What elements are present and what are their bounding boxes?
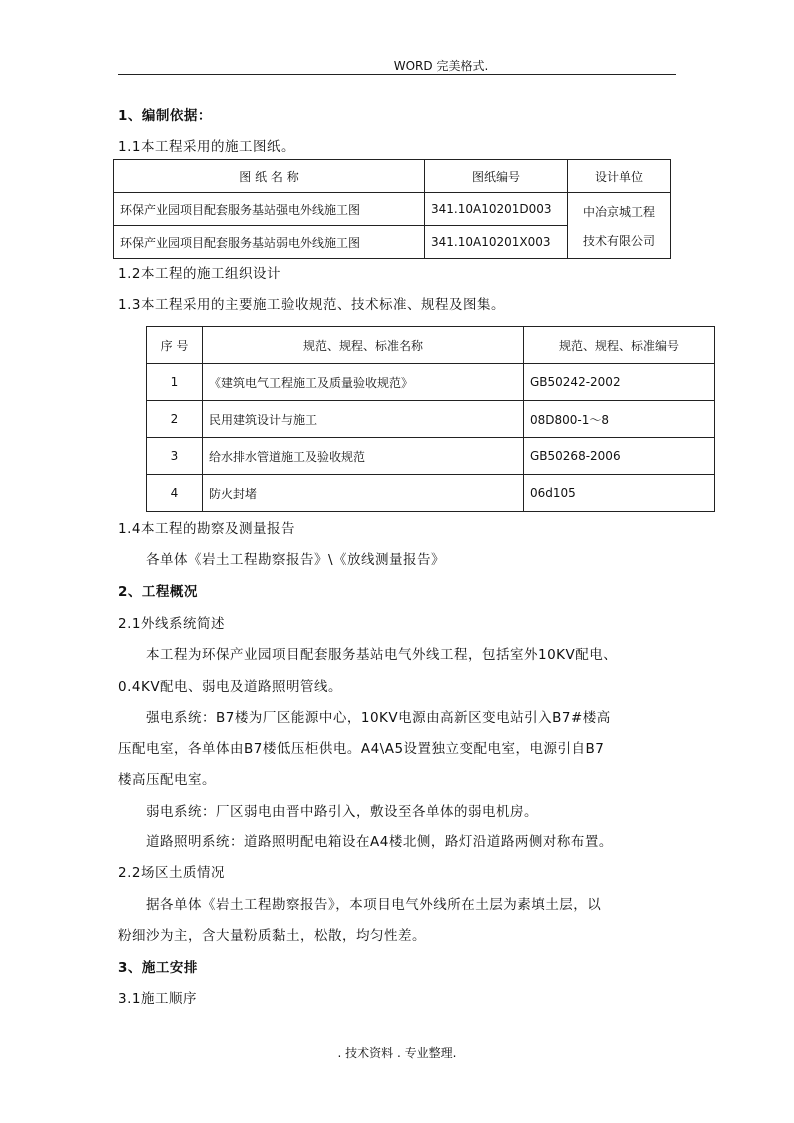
paragraph-line: 弱电系统：厂区弱电由晋中路引入，敷设至各单体的弱电机房。 xyxy=(146,804,538,820)
design-unit-cell xyxy=(568,193,671,259)
paragraph-line: 道路照明系统：道路照明配电箱设在A4楼北侧，路灯沿道路两侧对称布置。 xyxy=(146,834,613,850)
table-cell: GB50268-2006 xyxy=(524,438,715,475)
design-unit-line: 技术有限公司 xyxy=(582,233,655,248)
section-3-title: 3、施工安排 xyxy=(118,960,198,976)
section-2-title: 2、工程概况 xyxy=(118,584,198,600)
table-header-cell: 设计单位 xyxy=(568,160,671,193)
paragraph-line: 0.4KV配电、弱电及道路照明管线。 xyxy=(118,679,343,695)
paragraph-line: 据各单体《岩土工程勘察报告》，本项目电气外线所在土层为素填土层，以 xyxy=(146,897,602,913)
design-unit-line: 中冶京城工程 xyxy=(582,204,655,219)
table-cell: 环保产业园项目配套服务基站强电外线施工图 xyxy=(114,193,425,226)
table-cell: 防火封堵 xyxy=(203,475,524,512)
table-header-cell: 图纸编号 xyxy=(425,160,568,193)
table-cell: 341.10A10201X003 xyxy=(425,226,568,259)
drawings-table xyxy=(113,159,671,259)
table-row xyxy=(147,475,715,512)
table-cell: 给水排水管道施工及验收规范 xyxy=(203,438,524,475)
subsection-1-3: 1.3本工程采用的主要施工验收规范、技术标准、规程及图集。 xyxy=(118,297,505,313)
table-cell: 4 xyxy=(147,475,203,512)
table-header-row xyxy=(114,160,671,193)
paragraph-line: 强电系统：B7楼为厂区能源中心，10KV电源由高新区变电站引入B7#楼高 xyxy=(146,710,611,726)
subsection-2-2: 2.2场区土质情况 xyxy=(118,865,225,881)
table-cell: 《建筑电气工程施工及质量验收规范》 xyxy=(203,364,524,401)
standards-table xyxy=(146,326,715,512)
table-cell: 3 xyxy=(147,438,203,475)
subsection-1-4: 1.4本工程的勘察及测量报告 xyxy=(118,521,295,537)
subsection-2-1: 2.1外线系统简述 xyxy=(118,616,225,632)
table-row xyxy=(147,438,715,475)
header-rule xyxy=(118,74,676,75)
table-header-cell: 规范、规程、标准名称 xyxy=(203,327,524,364)
subsection-3-1: 3.1施工顺序 xyxy=(118,991,197,1007)
page-header: WORD 完美格式. xyxy=(393,59,489,73)
table-cell: 2 xyxy=(147,401,203,438)
table-row xyxy=(147,364,715,401)
table-cell: 民用建筑设计与施工 xyxy=(203,401,524,438)
table-cell: 06d105 xyxy=(524,475,715,512)
table-header-cell: 图 纸 名 称 xyxy=(114,160,425,193)
table-header-row xyxy=(147,327,715,364)
paragraph-line: 楼高压配电室。 xyxy=(118,772,216,788)
table-header-cell: 规范、规程、标准编号 xyxy=(524,327,715,364)
table-cell: 1 xyxy=(147,364,203,401)
table-row xyxy=(114,193,671,226)
section-1-title: 1、编制依据： xyxy=(118,108,212,124)
table-header-cell: 序 号 xyxy=(147,327,203,364)
page-footer: . 技术资料 . 专业整理. xyxy=(337,1046,457,1060)
table-cell: 341.10A10201D003 xyxy=(425,193,568,226)
subsection-1-1: 1.1本工程采用的施工图纸。 xyxy=(118,139,295,155)
table-row xyxy=(147,401,715,438)
table-cell: 环保产业园项目配套服务基站弱电外线施工图 xyxy=(114,226,425,259)
paragraph: 各单体《岩土工程勘察报告》\《放线测量报告》 xyxy=(146,552,446,568)
paragraph-line: 压配电室，各单体由B7楼低压柜供电。A4\A5设置独立变配电室，电源引自B7 xyxy=(118,741,605,757)
subsection-1-2: 1.2本工程的施工组织设计 xyxy=(118,266,281,282)
paragraph-line: 粉细沙为主，含大量粉质黏土，松散，均匀性差。 xyxy=(118,928,426,944)
table-cell: GB50242-2002 xyxy=(524,364,715,401)
table-cell: 08D800-1～8 xyxy=(524,401,715,438)
paragraph-line: 本工程为环保产业园项目配套服务基站电气外线工程，包括室外10KV配电、 xyxy=(146,647,618,663)
